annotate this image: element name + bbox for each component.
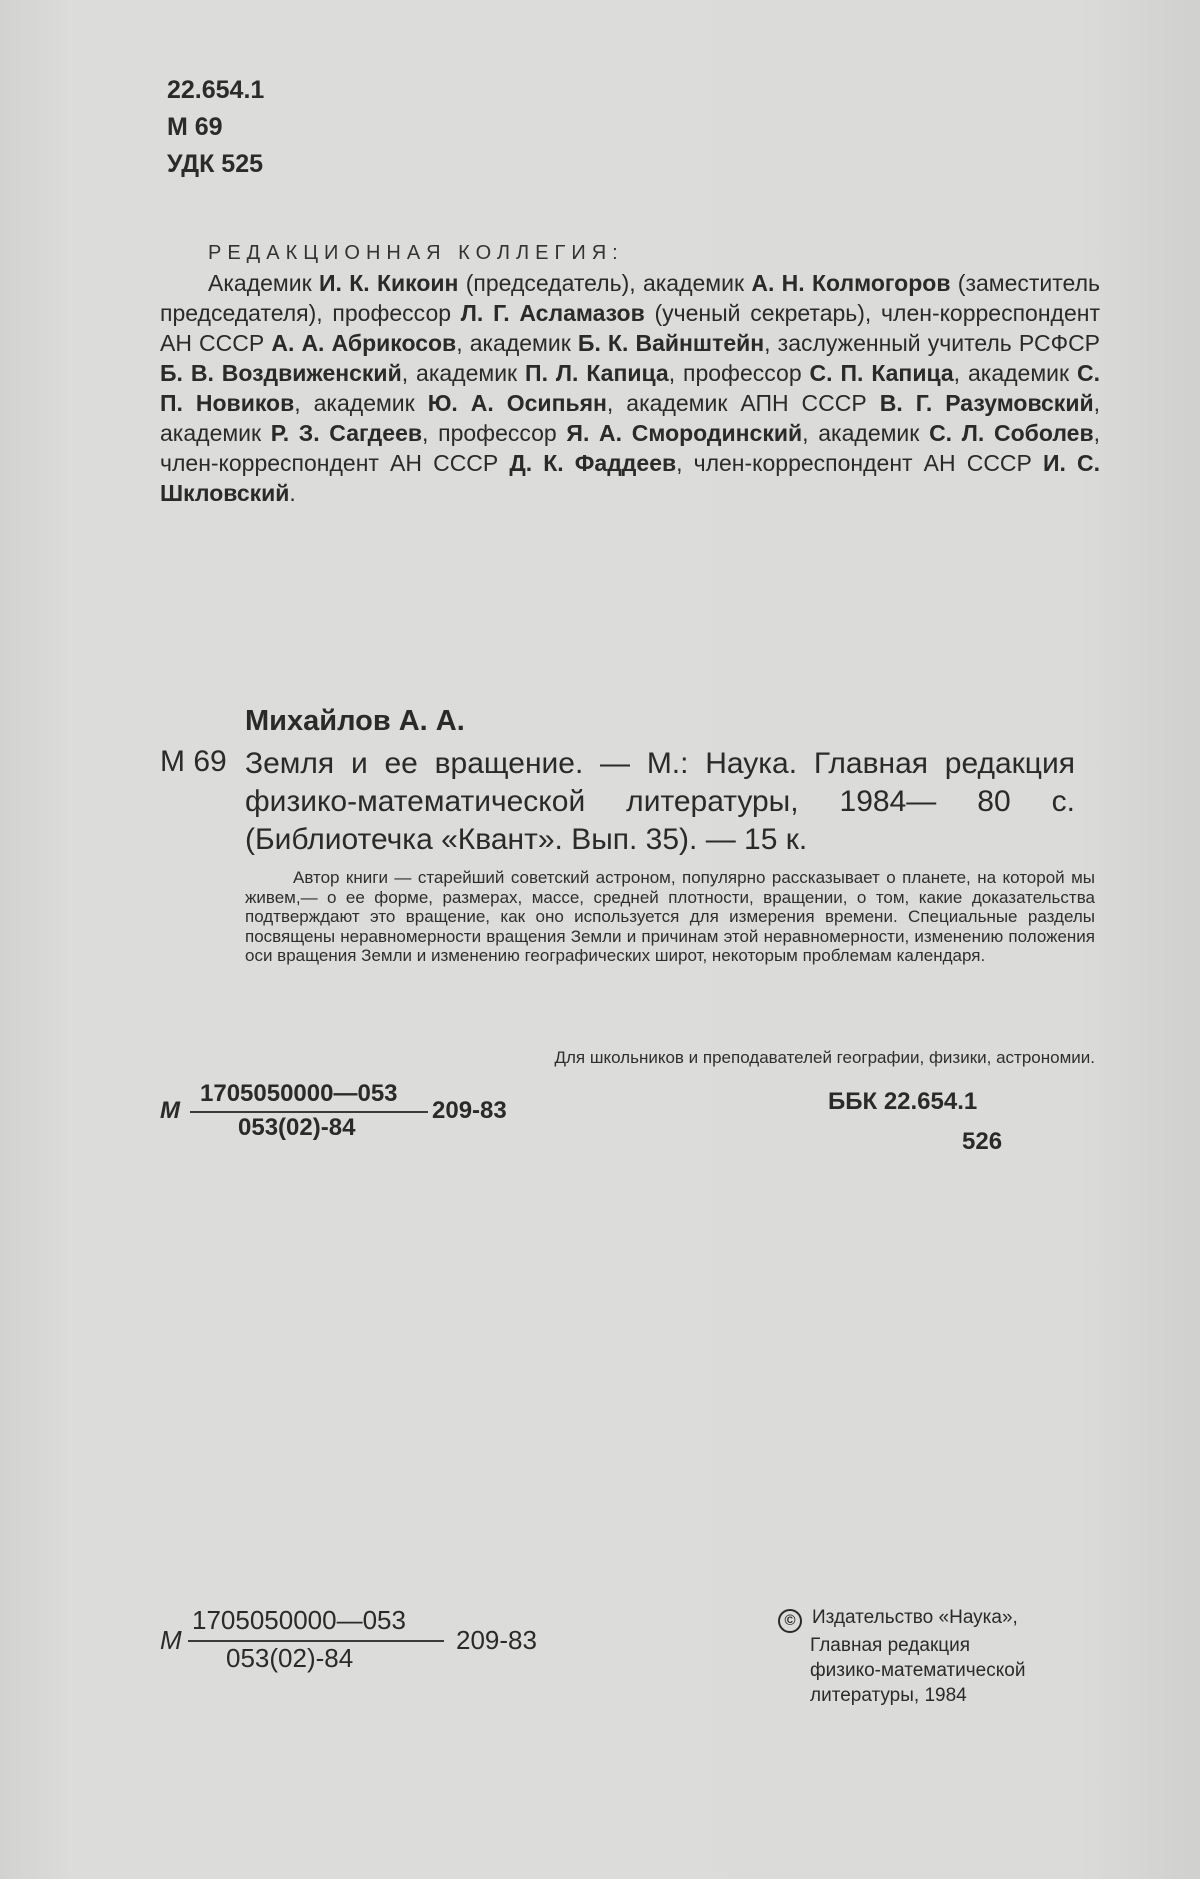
bbk-number: 526 bbox=[962, 1128, 1003, 1155]
formula-fraction-bar bbox=[190, 1111, 428, 1113]
publisher-division-subject: физико-математической bbox=[810, 1660, 1026, 1681]
editorial-board-members: Академик И. К. Кикоин (председатель), академик А. Н. Колмогоров (заместитель председателя), профессор Л. Г. Асламазов (ученый секретарь), член-корреспондент АН СССР А. А. Абрикосов, академик Б. К. Вайнштейн, заслуженный учитель РСФСР Б. В. Воздвиженский, академик П. Л. Капица, профессор С. П. Капица, академик С. П. Новиков, академик Ю. А. Осипьян, академик АПН СССР В. Г. Разумовский, академик Р. З. Сагдеев, профессор Я. А. Смородинский, академик С. Л. Соболев, член-корреспондент АН СССР Д. К. Фаддеев, член-корреспондент АН СССР И. С. Шкловский. bbox=[160, 270, 1101, 506]
udk-code: УДК 525 bbox=[167, 150, 264, 178]
formula-numerator: 1705050000—053 bbox=[200, 1080, 398, 1107]
target-audience: Для школьников и преподавателей географии, физики, астрономии. bbox=[554, 1048, 1095, 1067]
bibliography-mark: М 69 bbox=[160, 745, 227, 778]
editorial-board-title: РЕДАКЦИОННАЯ КОЛЛЕГИЯ: bbox=[208, 242, 624, 264]
index-formula-lower bbox=[160, 1605, 560, 1673]
formula-letter: М bbox=[160, 1097, 180, 1124]
index-formula-upper bbox=[160, 1080, 540, 1140]
copyright-block bbox=[778, 1605, 1025, 1708]
book-author: Михайлов А. А. bbox=[245, 705, 465, 737]
formula-side-number: 209-83 bbox=[456, 1625, 537, 1655]
publisher-year: литературы, 1984 bbox=[810, 1685, 967, 1706]
annotation-text: Автор книги — старейший советский астроном, популярно рассказывает о планете, на которой мы живем,— о ее форме, размерах, массе, средней плотности, вращении, о том, какие доказательства подтверждают это вращение, как оно используется для измерения времени. Специальные разделы посвящены неравномерности вращения Земли и причинам этой неравномерности, изменению положения оси вращения Земли и изменению географических широт, некоторым проблемам календаря. bbox=[245, 868, 1095, 965]
author-mark: М 69 bbox=[167, 113, 223, 141]
formula-side-number: 209-83 bbox=[432, 1097, 507, 1124]
publisher-division: Главная редакция bbox=[810, 1635, 971, 1656]
formula-fraction-bar bbox=[188, 1640, 444, 1642]
bibliographic-entry: Земля и ее вращение. — М.: Наука. Главная редакция физико-математической литературы, 1984— 80 с. (Библиотечка «Квант». Вып. 35). — 15 к. bbox=[245, 747, 1075, 856]
copyright-icon: © bbox=[778, 1609, 802, 1633]
bbk-block bbox=[828, 1082, 1002, 1162]
formula-letter: М bbox=[160, 1625, 182, 1655]
formula-denominator: 053(02)-84 bbox=[226, 1643, 354, 1673]
formula-numerator: 1705050000—053 bbox=[192, 1605, 406, 1635]
formula-denominator: 053(02)-84 bbox=[238, 1114, 356, 1141]
classification-codes bbox=[167, 72, 264, 183]
bbk-code: 22.654.1 bbox=[167, 76, 265, 104]
publisher-name: Издательство «Наука», bbox=[812, 1607, 1018, 1628]
bbk-line: ББК 22.654.1 bbox=[828, 1088, 978, 1115]
